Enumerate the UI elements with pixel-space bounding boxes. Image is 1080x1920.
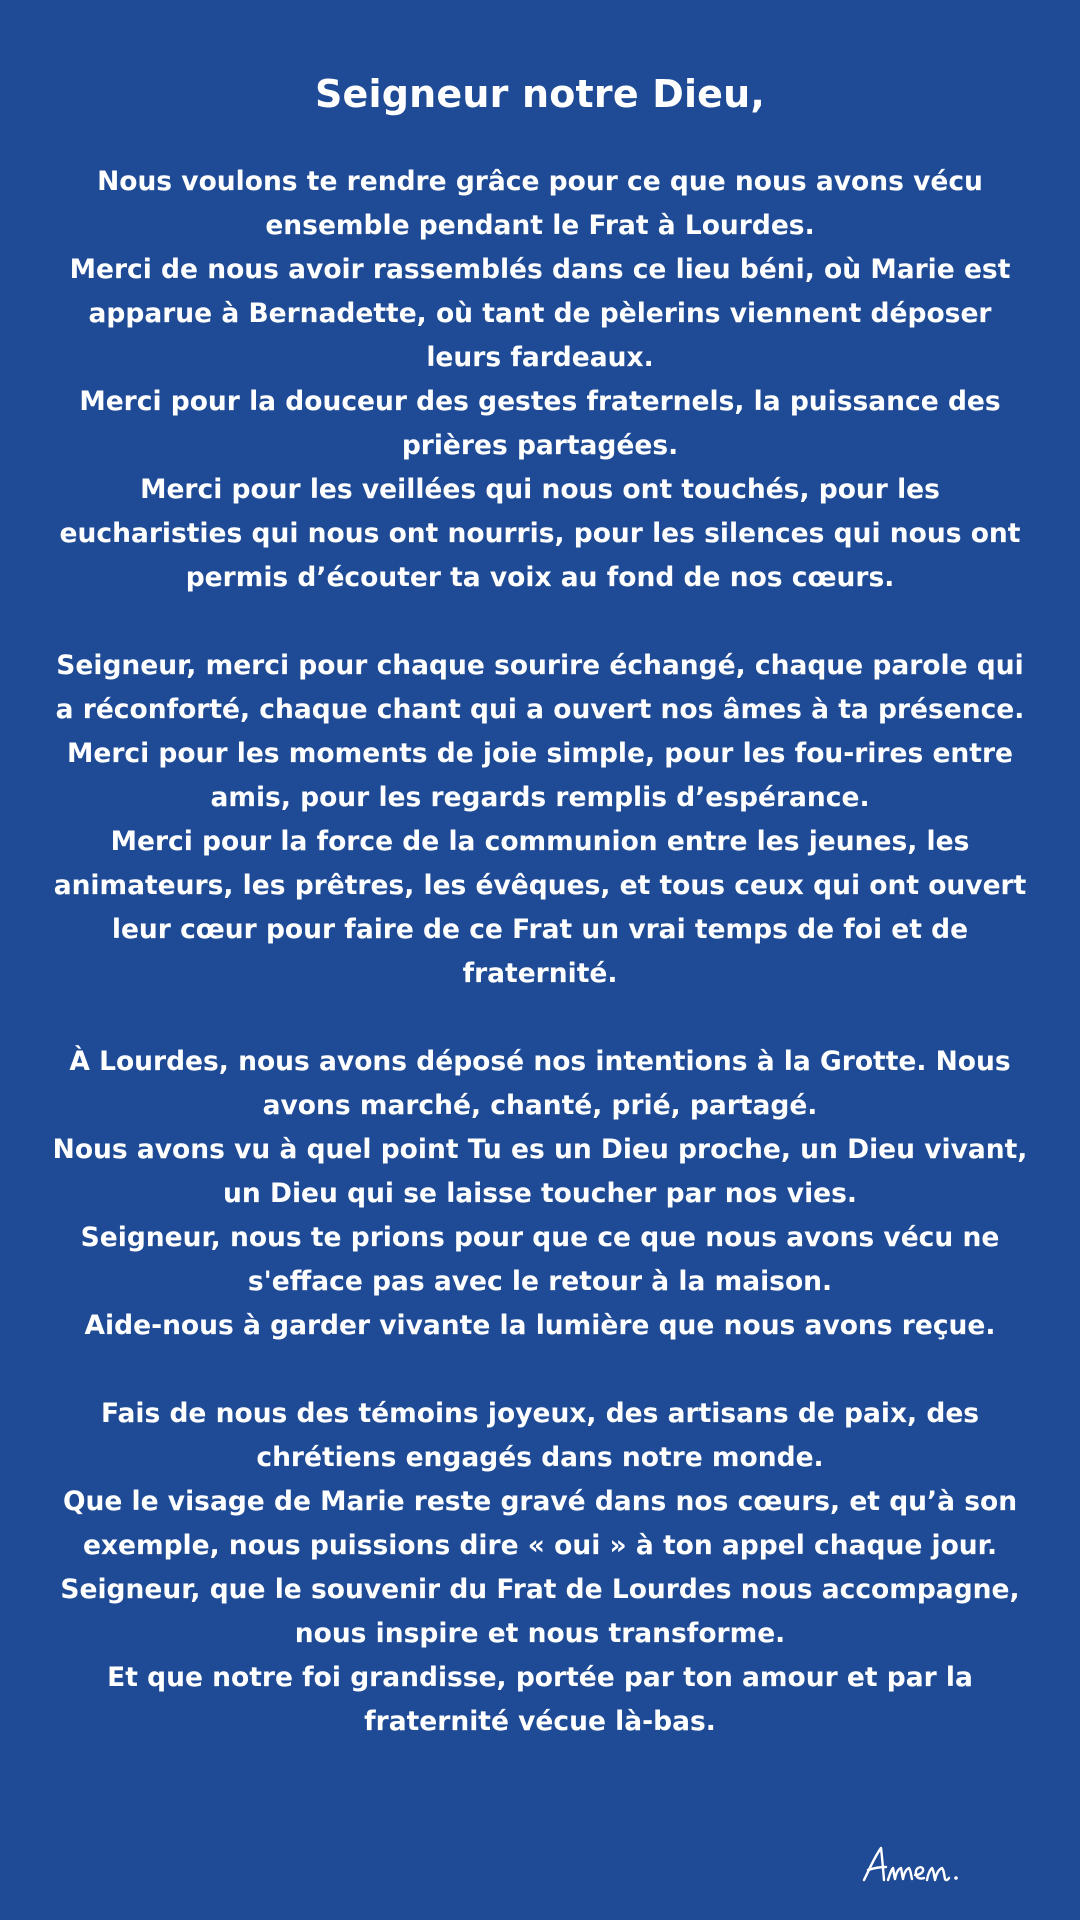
prayer-line: Fais de nous des témoins joyeux, des artisans de paix, des chrétiens engagés dans notre monde. xyxy=(100,1398,980,1473)
prayer-line: À Lourdes, nous avons déposé nos intentions à la Grotte. Nous avons marché, chanté, prié, partagé. xyxy=(69,1046,1011,1121)
prayer-line: Merci pour la force de la communion entre les jeunes, les animateurs, les prêtres, les évêques, et tous ceux qui ont ouvert leur cœur pour faire de ce Frat un vrai temps de foi et de fraternité. xyxy=(53,826,1027,989)
prayer-line: Aide-nous à garder vivante la lumière que nous avons reçue. xyxy=(84,1310,996,1341)
prayer-title: Seigneur notre Dieu, xyxy=(314,72,766,116)
prayer-line: Seigneur, que le souvenir du Frat de Lourdes nous accompagne, nous inspire et nous transforme. xyxy=(60,1574,1020,1649)
prayer-line: Merci pour la douceur des gestes fraternels, la puissance des prières partagées. xyxy=(79,386,1001,461)
prayer-line: Merci pour les veillées qui nous ont touchés, pour les eucharisties qui nous ont nourris, pour les silences qui nous ont permis d’écouter ta voix au fond de nos cœurs. xyxy=(59,474,1021,593)
prayer-stanza xyxy=(52,644,1028,996)
prayer-line: Seigneur, nous te prions pour que ce que nous avons vécu ne s'efface pas avec le retour à la maison. xyxy=(80,1222,1000,1297)
prayer-line: Seigneur, merci pour chaque sourire échangé, chaque parole qui a réconforté, chaque chant qui a ouvert nos âmes à ta présence. xyxy=(55,650,1025,725)
prayer-line: Et que notre foi grandisse, portée par ton amour et par la fraternité vécue là-bas. xyxy=(107,1662,973,1737)
amen-signature xyxy=(860,1842,970,1888)
prayer-line: Nous avons vu à quel point Tu es un Dieu proche, un Dieu vivant, un Dieu qui se laisse toucher par nos vies. xyxy=(52,1134,1028,1209)
handwritten-amen-icon xyxy=(860,1842,970,1888)
prayer-line: Merci pour les moments de joie simple, pour les fou-rires entre amis, pour les regards remplis d’espérance. xyxy=(66,738,1014,813)
prayer-line: Merci de nous avoir rassemblés dans ce lieu béni, où Marie est apparue à Bernadette, où tant de pèlerins viennent déposer leurs fardeaux. xyxy=(69,254,1011,373)
prayer-stanza xyxy=(52,1392,1028,1744)
prayer-stanza xyxy=(52,160,1028,600)
prayer-line: Nous voulons te rendre grâce pour ce que nous avons vécu ensemble pendant le Frat à Lourdes. xyxy=(97,166,983,241)
prayer-stanza xyxy=(52,1040,1028,1348)
prayer-line: Que le visage de Marie reste gravé dans nos cœurs, et qu’à son exemple, nous puissions dire « oui » à ton appel chaque jour. xyxy=(62,1486,1018,1561)
